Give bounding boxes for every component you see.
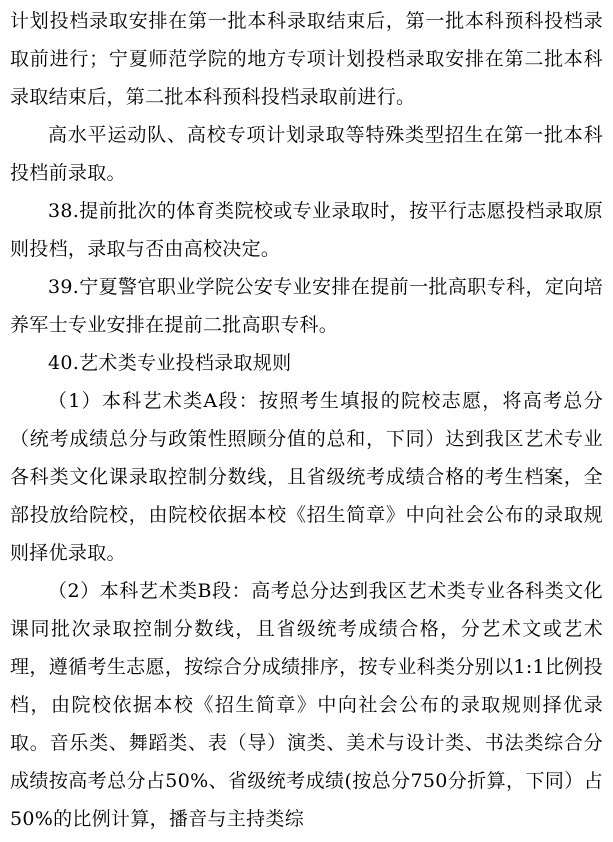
paragraph-item-39: 39.宁夏警官职业学院公安专业安排在提前一批高职专科，定向培养军士专业安排在提前二批高职专科。 bbox=[10, 276, 603, 336]
paragraph-special-types: 高水平运动队、高校专项计划录取等特殊类型招生在第一批本科投档前录取。 bbox=[10, 124, 603, 184]
document-body bbox=[10, 2, 603, 838]
paragraph-admission-schedule: 计划投档录取安排在第一批本科录取结束后，第一批本科预科投档录取前进行；宁夏师范学院的地方专项计划投档录取安排在第二批本科录取结束后，第二批本科预科投档录取前进行。 bbox=[10, 10, 603, 108]
paragraph-item-38: 38.提前批次的体育类院校或专业录取时，按平行志愿投档录取原则投档，录取与否由高校决定。 bbox=[10, 200, 603, 260]
paragraph-art-b-segment: （2）本科艺术类B段：高考总分达到我区艺术类专业各科类文化课同批次录取控制分数线，且省级统考成绩合格，分艺术文或艺术理，遵循考生志愿，按综合分成绩排序，按专业科类分别以1:1比例投档，由院校依据本校《招生简章》中向社会公布的录取规则择优录取。音乐类、舞蹈类、表（导）演类、美术与设计类、书法类综合分成绩按高考总分占50%、省级统考成绩(按总分750分折算，下同）占50%的比例计算，播音与主持类综 bbox=[10, 580, 603, 830]
section-heading-item-40: 40.艺术类专业投档录取规则 bbox=[48, 352, 292, 374]
paragraph-art-a-segment: （1）本科艺术类A段：按照考生填报的院校志愿，将高考总分（统考成绩总分与政策性照顾分值的总和，下同）达到我区艺术专业各科类文化课录取控制分数线，且省级统考成绩合格的考生档案，全部投放给院校，由院校依据本校《招生简章》中向社会公布的录取规则择优录取。 bbox=[10, 390, 603, 564]
